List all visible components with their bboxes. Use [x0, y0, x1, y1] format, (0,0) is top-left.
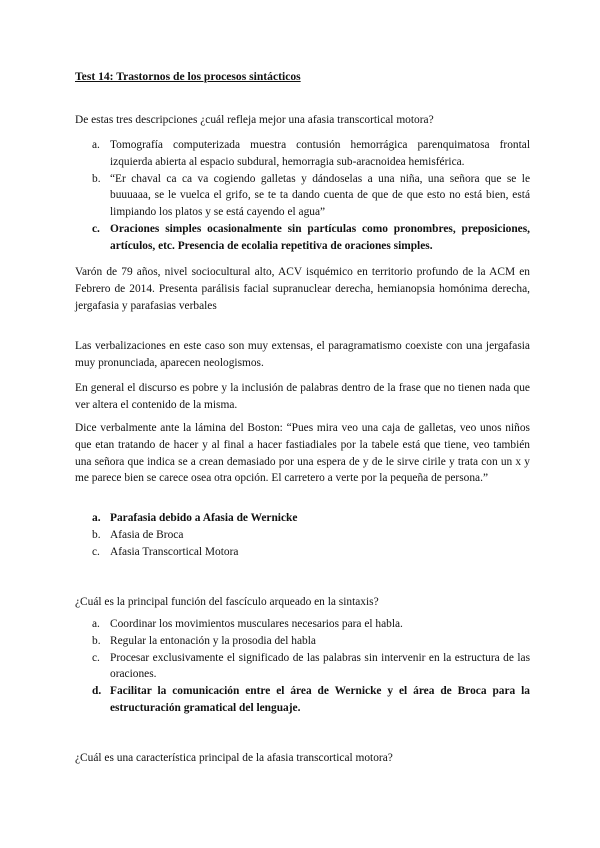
- question-1-options: [92, 137, 530, 255]
- q2-option-c-text: Afasia Transcortical Motora: [110, 545, 239, 558]
- q1-option-b-text: “Er chaval ca ca va cogiendo galletas y dándoselas a una niña, una señora que se le buuuaaa, se le vuelca el grifo, se te ta dando cuenta de que de que esto no está bien, está limpiando los platos y se está cayendo el agua”: [110, 172, 530, 219]
- q3-option-a-text: Coordinar los movimientos musculares necesarios para el habla.: [110, 618, 403, 630]
- q3-option-a-marker: a.: [92, 618, 100, 630]
- question-3-options: [92, 616, 530, 717]
- page-title: Test 14: Trastornos de los procesos sintácticos: [75, 70, 301, 83]
- q2-option-c-marker: c.: [92, 545, 100, 558]
- case-paragraph-3: Dice verbalmente ante la lámina del Boston: “Pues mira veo una caja de galletas, veo unos niños que etan tratando de hacer y al final a hacer fastiadiales por la tabele está que tiene, veo también una señora que indica se a crean demasiado por una espera de y de le sirve cirile y trata con un x y me parece bien se carece osea otra opción. El carretero a verte por la pequeña de persona.”: [75, 422, 530, 485]
- q2-option-a-text: Parafasia debido a Afasia de Wernicke: [110, 512, 298, 524]
- q1-option-a-text: Tomografía computerizada muestra contusión hemorrágica parenquimatosa frontal izquierda abierta al espacio subdural, hemorragia sub-aracnoidea hemisférica.: [110, 139, 530, 168]
- q2-option-b: [92, 527, 530, 544]
- question-1-text: De estas tres descripciones ¿cuál refleja mejor una afasia transcortical motora?: [75, 114, 434, 126]
- q3-option-d-text: Facilitar la comunicación entre el área de Wernicke y el área de Broca para la estructuración gramatical del lenguaje.: [110, 685, 530, 714]
- q2-option-a-correct: [92, 510, 530, 527]
- q3-option-c-text: Procesar exclusivamente el significado de las palabras sin intervenir en la estructura de las oraciones.: [110, 651, 530, 681]
- q3-option-b: [92, 633, 530, 650]
- question-4-text: ¿Cuál es una característica principal de la afasia transcortical motora?: [75, 752, 393, 764]
- question-2-options: [92, 510, 530, 560]
- q1-option-b: [92, 171, 530, 221]
- case-paragraph-2: En general el discurso es pobre y la inclusión de palabras dentro de la frase que no tienen nada que ver altera el contenido de la misma.: [75, 382, 530, 411]
- case-paragraph-1: Las verbalizaciones en este caso son muy extensas, el paragramatismo coexiste con una jergafasia muy pronunciada, aparecen neologismos.: [75, 340, 530, 369]
- question-3-text: ¿Cuál es la principal función del fascículo arqueado en la sintaxis?: [75, 596, 379, 608]
- q3-option-d-correct: [92, 683, 530, 717]
- q1-option-c-text: Oraciones simples ocasionalmente sin partículas como pronombres, preposiciones, artículos, etc. Presencia de ecolalia repetitiva de oraciones simples.: [110, 222, 530, 252]
- q3-option-b-text: Regular la entonación y la prosodia del habla: [110, 634, 316, 647]
- q3-option-b-marker: b.: [92, 634, 101, 647]
- q2-option-b-marker: b.: [92, 528, 101, 541]
- q3-option-c: [92, 650, 530, 684]
- q2-option-a-marker: a.: [92, 512, 101, 524]
- q1-option-c-marker: c.: [92, 222, 100, 235]
- q1-option-b-marker: b.: [92, 172, 101, 185]
- q3-option-c-marker: c.: [92, 651, 100, 664]
- q1-option-a: [92, 137, 530, 171]
- q3-option-d-marker: d.: [92, 685, 102, 698]
- q3-option-a: [92, 616, 530, 633]
- case-description: Varón de 79 años, nivel sociocultural alto, ACV isquémico en territorio profundo de la ACM en Febrero de 2014. Presenta parálisis facial supranuclear derecha, hemianopsia homónima derecha, jergafasia y parafasias verbales: [75, 266, 530, 312]
- q2-option-c: [92, 544, 530, 561]
- q2-option-b-text: Afasia de Broca: [110, 528, 184, 541]
- q1-option-a-marker: a.: [92, 139, 100, 151]
- q1-option-c-correct: [92, 221, 530, 255]
